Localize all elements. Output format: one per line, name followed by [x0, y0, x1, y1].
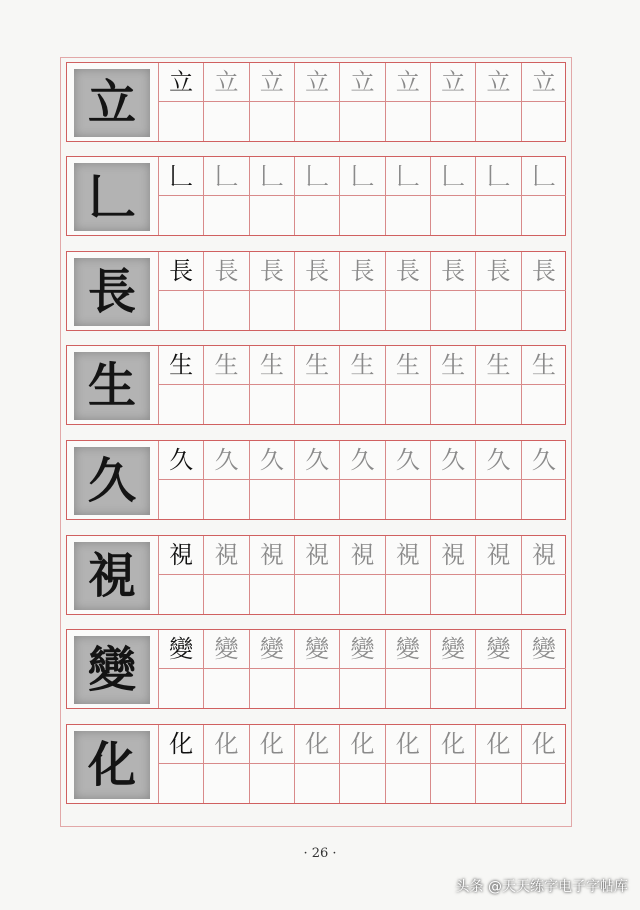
trace-character-cell — [385, 725, 430, 764]
trace-character-cell — [339, 630, 384, 669]
blank-practice-cell[interactable] — [475, 480, 520, 519]
blank-practice-cell[interactable] — [430, 575, 475, 614]
trace-character-cell — [203, 252, 248, 291]
trace-character: 化 — [305, 730, 330, 758]
trace-character-cell — [385, 157, 430, 196]
rubbing-character-block — [74, 258, 150, 326]
trace-character: 化 — [531, 730, 556, 758]
trace-character-cell — [521, 536, 566, 575]
trace-character-cell — [339, 441, 384, 480]
trace-character: 變 — [259, 635, 284, 663]
blank-practice-cell[interactable] — [249, 669, 294, 708]
practice-row — [66, 62, 566, 142]
trace-character-cell — [475, 252, 520, 291]
model-character-cell — [158, 441, 203, 480]
blank-practice-cell[interactable] — [294, 385, 339, 424]
trace-character: 𠃊 — [531, 162, 556, 190]
trace-character-cell — [203, 725, 248, 764]
model-character: 生 — [169, 351, 194, 379]
blank-practice-cell[interactable] — [521, 764, 566, 803]
blank-practice-cell[interactable] — [339, 480, 384, 519]
trace-character-cell — [475, 441, 520, 480]
trace-character-cell — [475, 346, 520, 385]
trace-character: 化 — [350, 730, 375, 758]
blank-practice-cell[interactable] — [158, 196, 203, 235]
trace-character-cell — [339, 63, 384, 102]
blank-practice-cell[interactable] — [203, 196, 248, 235]
blank-practice-cell[interactable] — [475, 291, 520, 330]
rubbing-character-block — [74, 542, 150, 610]
trace-character: 𠃊 — [350, 162, 375, 190]
trace-character: 長 — [441, 257, 466, 285]
blank-practice-cell[interactable] — [521, 385, 566, 424]
trace-character-cell — [385, 630, 430, 669]
trace-character-cell — [475, 157, 520, 196]
trace-character-cell — [521, 63, 566, 102]
trace-character-cell — [385, 441, 430, 480]
trace-character: 化 — [486, 730, 511, 758]
rubbing-character: 𠃊 — [87, 169, 136, 225]
model-character: 變 — [169, 635, 194, 663]
blank-practice-cell[interactable] — [158, 480, 203, 519]
trace-character-cell — [475, 536, 520, 575]
trace-character: 立 — [531, 68, 556, 96]
blank-practice-cell[interactable] — [203, 669, 248, 708]
blank-practice-cell[interactable] — [430, 385, 475, 424]
trace-character: 𠃊 — [305, 162, 330, 190]
practice-row — [66, 345, 566, 425]
trace-character-cell — [294, 630, 339, 669]
rubbing-character-block — [74, 731, 150, 799]
model-character-cell — [158, 63, 203, 102]
trace-character-cell — [294, 346, 339, 385]
trace-character: 長 — [305, 257, 330, 285]
trace-character-cell — [475, 630, 520, 669]
model-character-cell — [158, 630, 203, 669]
trace-character-cell — [294, 536, 339, 575]
blank-practice-cell[interactable] — [430, 102, 475, 141]
trace-character-cell — [475, 725, 520, 764]
trace-character: 變 — [486, 635, 511, 663]
practice-sheet — [60, 57, 572, 827]
blank-practice-cell[interactable] — [249, 102, 294, 141]
trace-character-cell — [385, 346, 430, 385]
blank-practice-cell[interactable] — [430, 669, 475, 708]
trace-character-cell — [249, 252, 294, 291]
tracing-grid — [158, 441, 566, 519]
blank-practice-cell[interactable] — [203, 102, 248, 141]
blank-practice-cell[interactable] — [339, 764, 384, 803]
trace-character-cell — [430, 630, 475, 669]
trace-character: 久 — [486, 446, 511, 474]
blank-practice-cell[interactable] — [249, 385, 294, 424]
rubbing-character: 長 — [87, 264, 136, 320]
blank-practice-cell[interactable] — [521, 102, 566, 141]
blank-practice-cell[interactable] — [430, 764, 475, 803]
blank-practice-cell[interactable] — [475, 764, 520, 803]
blank-practice-cell[interactable] — [158, 291, 203, 330]
trace-character: 長 — [395, 257, 420, 285]
practice-row — [66, 629, 566, 709]
page-number: · 26 · — [303, 846, 337, 861]
blank-practice-cell[interactable] — [521, 196, 566, 235]
trace-character: 生 — [305, 351, 330, 379]
trace-character: 𠃊 — [214, 162, 239, 190]
trace-character-cell — [203, 536, 248, 575]
trace-character: 生 — [531, 351, 556, 379]
trace-character-cell — [521, 252, 566, 291]
blank-practice-cell[interactable] — [158, 764, 203, 803]
blank-practice-cell[interactable] — [294, 102, 339, 141]
trace-character: 𠃊 — [441, 162, 466, 190]
trace-character: 久 — [350, 446, 375, 474]
trace-character-cell — [203, 630, 248, 669]
trace-character: 變 — [395, 635, 420, 663]
trace-character-cell — [249, 725, 294, 764]
trace-character: 視 — [441, 541, 466, 569]
model-character-cell — [158, 725, 203, 764]
trace-character: 生 — [441, 351, 466, 379]
model-character: 立 — [169, 68, 194, 96]
trace-character: 立 — [259, 68, 284, 96]
trace-character-cell — [294, 441, 339, 480]
blank-practice-cell[interactable] — [339, 669, 384, 708]
trace-character: 變 — [305, 635, 330, 663]
trace-character-cell — [430, 725, 475, 764]
trace-character: 長 — [531, 257, 556, 285]
trace-character-cell — [430, 157, 475, 196]
trace-character-cell — [521, 725, 566, 764]
practice-row — [66, 535, 566, 615]
model-character: 視 — [169, 541, 194, 569]
trace-character-cell — [430, 536, 475, 575]
trace-character-cell — [430, 252, 475, 291]
trace-character: 生 — [214, 351, 239, 379]
trace-character-cell — [430, 63, 475, 102]
blank-practice-cell[interactable] — [203, 575, 248, 614]
blank-practice-cell[interactable] — [294, 669, 339, 708]
tracing-grid — [158, 346, 566, 424]
trace-character: 立 — [305, 68, 330, 96]
blank-practice-cell[interactable] — [521, 291, 566, 330]
trace-character-cell — [339, 725, 384, 764]
trace-character-cell — [521, 630, 566, 669]
tracing-grid — [158, 630, 566, 708]
trace-character-cell — [249, 63, 294, 102]
tracing-grid — [158, 157, 566, 235]
trace-character-cell — [385, 63, 430, 102]
trace-character: 生 — [350, 351, 375, 379]
trace-character-cell — [249, 441, 294, 480]
trace-character: 視 — [350, 541, 375, 569]
trace-character-cell — [203, 441, 248, 480]
rubbing-character-block — [74, 636, 150, 704]
trace-character: 視 — [305, 541, 330, 569]
tracing-grid — [158, 63, 566, 141]
rubbing-character: 生 — [87, 358, 136, 414]
trace-character: 化 — [214, 730, 239, 758]
trace-character: 久 — [531, 446, 556, 474]
trace-character-cell — [385, 252, 430, 291]
trace-character-cell — [249, 346, 294, 385]
tracing-grid — [158, 536, 566, 614]
trace-character-cell — [203, 346, 248, 385]
trace-character: 久 — [441, 446, 466, 474]
blank-practice-cell[interactable] — [339, 575, 384, 614]
trace-character: 變 — [531, 635, 556, 663]
blank-practice-cell[interactable] — [430, 196, 475, 235]
blank-practice-cell[interactable] — [385, 102, 430, 141]
trace-character: 變 — [441, 635, 466, 663]
practice-row — [66, 251, 566, 331]
practice-row — [66, 724, 566, 804]
trace-character: 生 — [395, 351, 420, 379]
tracing-grid — [158, 252, 566, 330]
blank-practice-cell[interactable] — [203, 291, 248, 330]
model-character: 𠃊 — [169, 162, 194, 190]
trace-character-cell — [294, 157, 339, 196]
blank-practice-cell[interactable] — [158, 575, 203, 614]
blank-practice-cell[interactable] — [475, 196, 520, 235]
trace-character-cell — [339, 252, 384, 291]
trace-character: 生 — [259, 351, 284, 379]
blank-practice-cell[interactable] — [158, 385, 203, 424]
trace-character-cell — [249, 630, 294, 669]
trace-character: 長 — [214, 257, 239, 285]
trace-character: 化 — [441, 730, 466, 758]
blank-practice-cell[interactable] — [521, 480, 566, 519]
blank-practice-cell[interactable] — [385, 291, 430, 330]
blank-practice-cell[interactable] — [203, 385, 248, 424]
trace-character: 久 — [305, 446, 330, 474]
blank-practice-cell[interactable] — [158, 669, 203, 708]
trace-character: 立 — [214, 68, 239, 96]
trace-character: 長 — [259, 257, 284, 285]
trace-character: 久 — [214, 446, 239, 474]
trace-character: 長 — [350, 257, 375, 285]
trace-character-cell — [294, 63, 339, 102]
blank-practice-cell[interactable] — [249, 575, 294, 614]
trace-character-cell — [385, 536, 430, 575]
trace-character-cell — [249, 157, 294, 196]
blank-practice-cell[interactable] — [385, 575, 430, 614]
blank-practice-cell[interactable] — [430, 291, 475, 330]
blank-practice-cell[interactable] — [475, 669, 520, 708]
trace-character-cell — [521, 157, 566, 196]
rubbing-character: 久 — [87, 453, 136, 509]
trace-character-cell — [521, 346, 566, 385]
trace-character-cell — [475, 63, 520, 102]
blank-practice-cell[interactable] — [385, 196, 430, 235]
trace-character-cell — [203, 63, 248, 102]
model-character-cell — [158, 252, 203, 291]
trace-character-cell — [339, 346, 384, 385]
rubbing-character: 立 — [87, 75, 136, 131]
trace-character: 視 — [531, 541, 556, 569]
blank-practice-cell[interactable] — [385, 385, 430, 424]
blank-practice-cell[interactable] — [249, 196, 294, 235]
blank-practice-cell[interactable] — [521, 575, 566, 614]
blank-practice-cell[interactable] — [430, 480, 475, 519]
model-character-cell — [158, 157, 203, 196]
model-character: 長 — [169, 257, 194, 285]
blank-practice-cell[interactable] — [385, 764, 430, 803]
trace-character: 視 — [395, 541, 420, 569]
rubbing-character: 變 — [87, 642, 136, 698]
rubbing-character-block — [74, 163, 150, 231]
trace-character: 變 — [350, 635, 375, 663]
blank-practice-cell[interactable] — [294, 764, 339, 803]
blank-practice-cell[interactable] — [249, 291, 294, 330]
blank-practice-cell[interactable] — [475, 575, 520, 614]
blank-practice-cell[interactable] — [339, 196, 384, 235]
blank-practice-cell[interactable] — [203, 480, 248, 519]
trace-character: 視 — [486, 541, 511, 569]
trace-character: 變 — [214, 635, 239, 663]
trace-character: 𠃊 — [486, 162, 511, 190]
rubbing-character: 化 — [87, 737, 136, 793]
trace-character-cell — [294, 725, 339, 764]
trace-character: 化 — [259, 730, 284, 758]
rubbing-character-block — [74, 447, 150, 515]
blank-practice-cell[interactable] — [339, 291, 384, 330]
trace-character-cell — [249, 536, 294, 575]
blank-practice-cell[interactable] — [158, 102, 203, 141]
blank-practice-cell[interactable] — [294, 196, 339, 235]
blank-practice-cell[interactable] — [294, 291, 339, 330]
blank-practice-cell[interactable] — [475, 102, 520, 141]
trace-character-cell — [521, 441, 566, 480]
watermark-credit: 头条 @天天练字电子字帖库 — [455, 879, 628, 895]
blank-practice-cell[interactable] — [339, 102, 384, 141]
trace-character: 視 — [214, 541, 239, 569]
trace-character-cell — [430, 441, 475, 480]
tracing-grid — [158, 725, 566, 803]
trace-character: 𠃊 — [259, 162, 284, 190]
blank-practice-cell[interactable] — [339, 385, 384, 424]
blank-practice-cell[interactable] — [294, 480, 339, 519]
trace-character: 化 — [395, 730, 420, 758]
practice-row — [66, 156, 566, 236]
trace-character: 生 — [486, 351, 511, 379]
trace-character: 𠃊 — [395, 162, 420, 190]
model-character-cell — [158, 536, 203, 575]
rubbing-character-block — [74, 69, 150, 137]
blank-practice-cell[interactable] — [521, 669, 566, 708]
model-character: 久 — [169, 446, 194, 474]
trace-character-cell — [294, 252, 339, 291]
rubbing-character: 視 — [87, 548, 136, 604]
trace-character: 久 — [395, 446, 420, 474]
blank-practice-cell[interactable] — [203, 764, 248, 803]
trace-character: 立 — [441, 68, 466, 96]
rubbing-character-block — [74, 352, 150, 420]
trace-character: 久 — [259, 446, 284, 474]
trace-character-cell — [430, 346, 475, 385]
blank-practice-cell[interactable] — [294, 575, 339, 614]
trace-character: 長 — [486, 257, 511, 285]
blank-practice-cell[interactable] — [385, 480, 430, 519]
trace-character: 立 — [486, 68, 511, 96]
trace-character: 立 — [350, 68, 375, 96]
practice-row — [66, 440, 566, 520]
trace-character-cell — [339, 536, 384, 575]
blank-practice-cell[interactable] — [249, 480, 294, 519]
trace-character: 視 — [259, 541, 284, 569]
blank-practice-cell[interactable] — [475, 385, 520, 424]
trace-character-cell — [203, 157, 248, 196]
trace-character-cell — [339, 157, 384, 196]
blank-practice-cell[interactable] — [385, 669, 430, 708]
model-character-cell — [158, 346, 203, 385]
blank-practice-cell[interactable] — [249, 764, 294, 803]
trace-character: 立 — [395, 68, 420, 96]
model-character: 化 — [169, 730, 194, 758]
